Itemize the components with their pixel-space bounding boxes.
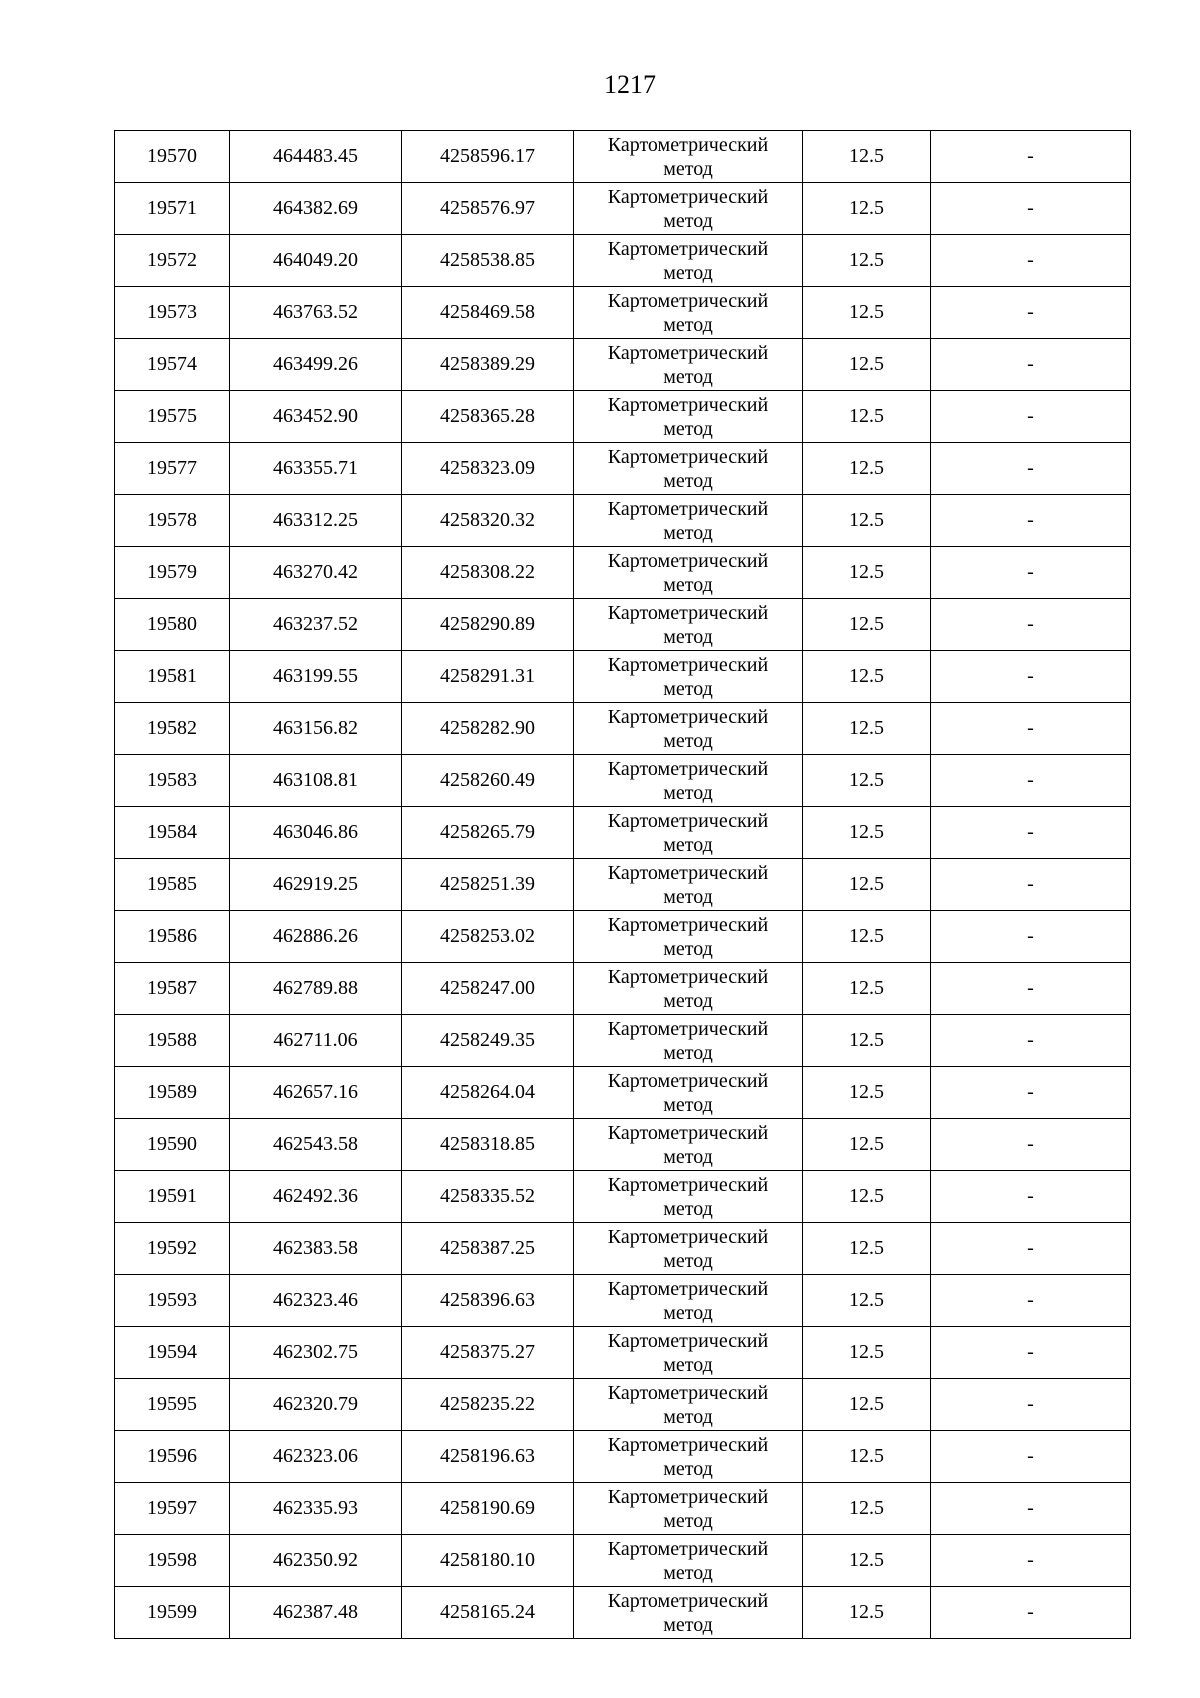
precision-cell: 12.5 — [803, 183, 931, 235]
note-cell: - — [931, 703, 1131, 755]
method-line-2: метод — [663, 157, 713, 180]
x-coordinate-cell: 464382.69 — [230, 183, 402, 235]
table-row — [115, 1327, 1131, 1379]
method-line-2: метод — [663, 1405, 713, 1428]
note-cell: - — [931, 1171, 1131, 1223]
method-line-2: метод — [663, 937, 713, 960]
precision-cell: 12.5 — [803, 599, 931, 651]
table-row — [115, 1587, 1131, 1639]
x-coordinate-cell: 463763.52 — [230, 287, 402, 339]
point-id-cell: 19598 — [115, 1535, 230, 1587]
x-coordinate-cell: 462320.79 — [230, 1379, 402, 1431]
y-coordinate-cell: 4258365.28 — [402, 391, 574, 443]
method-cell — [574, 1275, 803, 1327]
y-coordinate-cell: 4258253.02 — [402, 911, 574, 963]
table-row — [115, 287, 1131, 339]
x-coordinate-cell: 464483.45 — [230, 131, 402, 183]
y-coordinate-cell: 4258282.90 — [402, 703, 574, 755]
point-id-cell: 19597 — [115, 1483, 230, 1535]
note-cell: - — [931, 1535, 1131, 1587]
precision-cell: 12.5 — [803, 1587, 931, 1639]
y-coordinate-cell: 4258260.49 — [402, 755, 574, 807]
table-row — [115, 1431, 1131, 1483]
method-line-1: Картометрический — [607, 653, 769, 676]
x-coordinate-cell: 462323.06 — [230, 1431, 402, 1483]
y-coordinate-cell: 4258190.69 — [402, 1483, 574, 1535]
method-line-1: Картометрический — [607, 1433, 769, 1456]
note-cell: - — [931, 963, 1131, 1015]
table-row — [115, 651, 1131, 703]
method-line-2: метод — [663, 469, 713, 492]
precision-cell: 12.5 — [803, 547, 931, 599]
table-row — [115, 1483, 1131, 1535]
point-id-cell: 19595 — [115, 1379, 230, 1431]
method-line-1: Картометрический — [607, 393, 769, 416]
point-id-cell: 19574 — [115, 339, 230, 391]
method-cell — [574, 1223, 803, 1275]
x-coordinate-cell: 463312.25 — [230, 495, 402, 547]
point-id-cell: 19573 — [115, 287, 230, 339]
method-line-1: Картометрический — [607, 1329, 769, 1352]
note-cell: - — [931, 1483, 1131, 1535]
x-coordinate-cell: 462711.06 — [230, 1015, 402, 1067]
method-line-2: метод — [663, 729, 713, 752]
method-line-2: метод — [663, 521, 713, 544]
point-id-cell: 19594 — [115, 1327, 230, 1379]
note-cell: - — [931, 235, 1131, 287]
table-row — [115, 235, 1131, 287]
y-coordinate-cell: 4258318.85 — [402, 1119, 574, 1171]
method-line-1: Картометрический — [607, 1381, 769, 1404]
note-cell: - — [931, 1015, 1131, 1067]
point-id-cell: 19592 — [115, 1223, 230, 1275]
method-line-2: метод — [663, 1301, 713, 1324]
y-coordinate-cell: 4258180.10 — [402, 1535, 574, 1587]
method-line-1: Картометрический — [607, 237, 769, 260]
precision-cell: 12.5 — [803, 703, 931, 755]
precision-cell: 12.5 — [803, 1431, 931, 1483]
method-line-1: Картометрический — [607, 497, 769, 520]
precision-cell: 12.5 — [803, 287, 931, 339]
table-row — [115, 339, 1131, 391]
precision-cell: 12.5 — [803, 1483, 931, 1535]
note-cell: - — [931, 131, 1131, 183]
method-cell — [574, 547, 803, 599]
x-coordinate-cell: 462335.93 — [230, 1483, 402, 1535]
precision-cell: 12.5 — [803, 1067, 931, 1119]
note-cell: - — [931, 755, 1131, 807]
point-id-cell: 19581 — [115, 651, 230, 703]
note-cell: - — [931, 547, 1131, 599]
y-coordinate-cell: 4258308.22 — [402, 547, 574, 599]
method-cell — [574, 859, 803, 911]
y-coordinate-cell: 4258469.58 — [402, 287, 574, 339]
method-cell — [574, 1015, 803, 1067]
table-row — [115, 911, 1131, 963]
point-id-cell: 19584 — [115, 807, 230, 859]
method-line-2: метод — [663, 1041, 713, 1064]
method-line-2: метод — [663, 885, 713, 908]
method-cell — [574, 911, 803, 963]
method-cell — [574, 755, 803, 807]
x-coordinate-cell: 462543.58 — [230, 1119, 402, 1171]
precision-cell: 12.5 — [803, 391, 931, 443]
note-cell: - — [931, 495, 1131, 547]
point-id-cell: 19585 — [115, 859, 230, 911]
x-coordinate-cell: 463499.26 — [230, 339, 402, 391]
table-row — [115, 1535, 1131, 1587]
method-line-2: метод — [663, 573, 713, 596]
y-coordinate-cell: 4258323.09 — [402, 443, 574, 495]
y-coordinate-cell: 4258389.29 — [402, 339, 574, 391]
table-row — [115, 755, 1131, 807]
method-line-2: метод — [663, 1457, 713, 1480]
point-id-cell: 19580 — [115, 599, 230, 651]
method-line-1: Картометрический — [607, 1485, 769, 1508]
point-id-cell: 19577 — [115, 443, 230, 495]
table-row — [115, 547, 1131, 599]
table-row — [115, 1275, 1131, 1327]
method-cell — [574, 1587, 803, 1639]
note-cell: - — [931, 911, 1131, 963]
method-line-2: метод — [663, 1353, 713, 1376]
method-cell — [574, 495, 803, 547]
precision-cell: 12.5 — [803, 1275, 931, 1327]
method-cell — [574, 1327, 803, 1379]
method-line-1: Картометрический — [607, 1589, 769, 1612]
x-coordinate-cell: 462886.26 — [230, 911, 402, 963]
precision-cell: 12.5 — [803, 1327, 931, 1379]
method-line-1: Картометрический — [607, 1225, 769, 1248]
method-line-2: метод — [663, 261, 713, 284]
table-row — [115, 1015, 1131, 1067]
y-coordinate-cell: 4258165.24 — [402, 1587, 574, 1639]
method-line-2: метод — [663, 989, 713, 1012]
note-cell: - — [931, 287, 1131, 339]
method-cell — [574, 235, 803, 287]
x-coordinate-cell: 462302.75 — [230, 1327, 402, 1379]
method-cell — [574, 391, 803, 443]
method-line-1: Картометрический — [607, 809, 769, 832]
x-coordinate-cell: 463270.42 — [230, 547, 402, 599]
table-row — [115, 1171, 1131, 1223]
precision-cell: 12.5 — [803, 131, 931, 183]
point-id-cell: 19579 — [115, 547, 230, 599]
precision-cell: 12.5 — [803, 963, 931, 1015]
method-line-2: метод — [663, 1145, 713, 1168]
method-line-1: Картометрический — [607, 1121, 769, 1144]
x-coordinate-cell: 462492.36 — [230, 1171, 402, 1223]
method-line-1: Картометрический — [607, 601, 769, 624]
method-cell — [574, 131, 803, 183]
note-cell: - — [931, 339, 1131, 391]
method-line-1: Картометрический — [607, 289, 769, 312]
method-line-2: метод — [663, 1249, 713, 1272]
table-row — [115, 1119, 1131, 1171]
note-cell: - — [931, 391, 1131, 443]
note-cell: - — [931, 1587, 1131, 1639]
table-row — [115, 599, 1131, 651]
precision-cell: 12.5 — [803, 1223, 931, 1275]
coordinates-table — [114, 130, 1131, 1639]
method-line-2: метод — [663, 677, 713, 700]
y-coordinate-cell: 4258235.22 — [402, 1379, 574, 1431]
y-coordinate-cell: 4258290.89 — [402, 599, 574, 651]
x-coordinate-cell: 462919.25 — [230, 859, 402, 911]
method-cell — [574, 599, 803, 651]
x-coordinate-cell: 464049.20 — [230, 235, 402, 287]
x-coordinate-cell: 462387.48 — [230, 1587, 402, 1639]
point-id-cell: 19599 — [115, 1587, 230, 1639]
method-line-2: метод — [663, 209, 713, 232]
method-line-1: Картометрический — [607, 861, 769, 884]
x-coordinate-cell: 463046.86 — [230, 807, 402, 859]
method-line-2: метод — [663, 1561, 713, 1584]
x-coordinate-cell: 462657.16 — [230, 1067, 402, 1119]
point-id-cell: 19570 — [115, 131, 230, 183]
method-line-1: Картометрический — [607, 1069, 769, 1092]
point-id-cell: 19596 — [115, 1431, 230, 1483]
note-cell: - — [931, 807, 1131, 859]
precision-cell: 12.5 — [803, 1379, 931, 1431]
table-body — [115, 131, 1131, 1639]
point-id-cell: 19588 — [115, 1015, 230, 1067]
method-line-2: метод — [663, 625, 713, 648]
method-cell — [574, 1379, 803, 1431]
method-cell — [574, 1119, 803, 1171]
table-row — [115, 703, 1131, 755]
precision-cell: 12.5 — [803, 235, 931, 287]
note-cell: - — [931, 1275, 1131, 1327]
x-coordinate-cell: 463108.81 — [230, 755, 402, 807]
method-cell — [574, 703, 803, 755]
table-row — [115, 443, 1131, 495]
note-cell: - — [931, 1327, 1131, 1379]
table-row — [115, 391, 1131, 443]
method-cell — [574, 1483, 803, 1535]
y-coordinate-cell: 4258291.31 — [402, 651, 574, 703]
table-row — [115, 1067, 1131, 1119]
method-cell — [574, 443, 803, 495]
y-coordinate-cell: 4258538.85 — [402, 235, 574, 287]
y-coordinate-cell: 4258320.32 — [402, 495, 574, 547]
y-coordinate-cell: 4258247.00 — [402, 963, 574, 1015]
y-coordinate-cell: 4258264.04 — [402, 1067, 574, 1119]
y-coordinate-cell: 4258387.25 — [402, 1223, 574, 1275]
y-coordinate-cell: 4258335.52 — [402, 1171, 574, 1223]
method-cell — [574, 1535, 803, 1587]
method-cell — [574, 1171, 803, 1223]
method-line-1: Картометрический — [607, 549, 769, 572]
table-row — [115, 1379, 1131, 1431]
method-line-2: метод — [663, 365, 713, 388]
note-cell: - — [931, 1119, 1131, 1171]
precision-cell: 12.5 — [803, 911, 931, 963]
x-coordinate-cell: 463237.52 — [230, 599, 402, 651]
method-line-1: Картометрический — [607, 1173, 769, 1196]
precision-cell: 12.5 — [803, 443, 931, 495]
method-line-2: метод — [663, 1613, 713, 1636]
y-coordinate-cell: 4258375.27 — [402, 1327, 574, 1379]
x-coordinate-cell: 463156.82 — [230, 703, 402, 755]
table-row — [115, 807, 1131, 859]
precision-cell: 12.5 — [803, 807, 931, 859]
point-id-cell: 19593 — [115, 1275, 230, 1327]
y-coordinate-cell: 4258251.39 — [402, 859, 574, 911]
method-line-2: метод — [663, 1093, 713, 1116]
table-row — [115, 1223, 1131, 1275]
method-cell — [574, 807, 803, 859]
point-id-cell: 19582 — [115, 703, 230, 755]
method-line-1: Картометрический — [607, 1277, 769, 1300]
note-cell: - — [931, 1067, 1131, 1119]
method-line-2: метод — [663, 1509, 713, 1532]
x-coordinate-cell: 462350.92 — [230, 1535, 402, 1587]
x-coordinate-cell: 462789.88 — [230, 963, 402, 1015]
precision-cell: 12.5 — [803, 859, 931, 911]
point-id-cell: 19587 — [115, 963, 230, 1015]
table-row — [115, 495, 1131, 547]
method-line-1: Картометрический — [607, 705, 769, 728]
method-cell — [574, 287, 803, 339]
x-coordinate-cell: 462323.46 — [230, 1275, 402, 1327]
precision-cell: 12.5 — [803, 1119, 931, 1171]
method-line-1: Картометрический — [607, 1017, 769, 1040]
method-line-1: Картометрический — [607, 1537, 769, 1560]
x-coordinate-cell: 462383.58 — [230, 1223, 402, 1275]
precision-cell: 12.5 — [803, 495, 931, 547]
note-cell: - — [931, 651, 1131, 703]
y-coordinate-cell: 4258396.63 — [402, 1275, 574, 1327]
method-line-1: Картометрический — [607, 445, 769, 468]
method-line-2: метод — [663, 1197, 713, 1220]
precision-cell: 12.5 — [803, 339, 931, 391]
y-coordinate-cell: 4258249.35 — [402, 1015, 574, 1067]
point-id-cell: 19572 — [115, 235, 230, 287]
method-cell — [574, 339, 803, 391]
method-line-2: метод — [663, 313, 713, 336]
point-id-cell: 19575 — [115, 391, 230, 443]
note-cell: - — [931, 1431, 1131, 1483]
method-line-1: Картометрический — [607, 341, 769, 364]
point-id-cell: 19578 — [115, 495, 230, 547]
x-coordinate-cell: 463355.71 — [230, 443, 402, 495]
point-id-cell: 19571 — [115, 183, 230, 235]
y-coordinate-cell: 4258265.79 — [402, 807, 574, 859]
note-cell: - — [931, 443, 1131, 495]
table-row — [115, 183, 1131, 235]
page-number: 1217 — [604, 70, 656, 99]
note-cell: - — [931, 859, 1131, 911]
point-id-cell: 19589 — [115, 1067, 230, 1119]
precision-cell: 12.5 — [803, 1015, 931, 1067]
method-cell — [574, 183, 803, 235]
point-id-cell: 19583 — [115, 755, 230, 807]
point-id-cell: 19591 — [115, 1171, 230, 1223]
point-id-cell: 19586 — [115, 911, 230, 963]
table-row — [115, 859, 1131, 911]
point-id-cell: 19590 — [115, 1119, 230, 1171]
note-cell: - — [931, 1223, 1131, 1275]
method-cell — [574, 1431, 803, 1483]
method-line-1: Картометрический — [607, 965, 769, 988]
table-row — [115, 131, 1131, 183]
y-coordinate-cell: 4258596.17 — [402, 131, 574, 183]
method-line-1: Картометрический — [607, 757, 769, 780]
precision-cell: 12.5 — [803, 1171, 931, 1223]
x-coordinate-cell: 463452.90 — [230, 391, 402, 443]
method-line-1: Картометрический — [607, 185, 769, 208]
method-cell — [574, 651, 803, 703]
y-coordinate-cell: 4258196.63 — [402, 1431, 574, 1483]
method-line-1: Картометрический — [607, 913, 769, 936]
method-line-2: метод — [663, 781, 713, 804]
method-line-2: метод — [663, 417, 713, 440]
precision-cell: 12.5 — [803, 755, 931, 807]
precision-cell: 12.5 — [803, 1535, 931, 1587]
method-line-2: метод — [663, 833, 713, 856]
y-coordinate-cell: 4258576.97 — [402, 183, 574, 235]
note-cell: - — [931, 599, 1131, 651]
table-row — [115, 963, 1131, 1015]
note-cell: - — [931, 183, 1131, 235]
x-coordinate-cell: 463199.55 — [230, 651, 402, 703]
method-cell — [574, 963, 803, 1015]
method-line-1: Картометрический — [607, 133, 769, 156]
method-cell — [574, 1067, 803, 1119]
note-cell: - — [931, 1379, 1131, 1431]
precision-cell: 12.5 — [803, 651, 931, 703]
